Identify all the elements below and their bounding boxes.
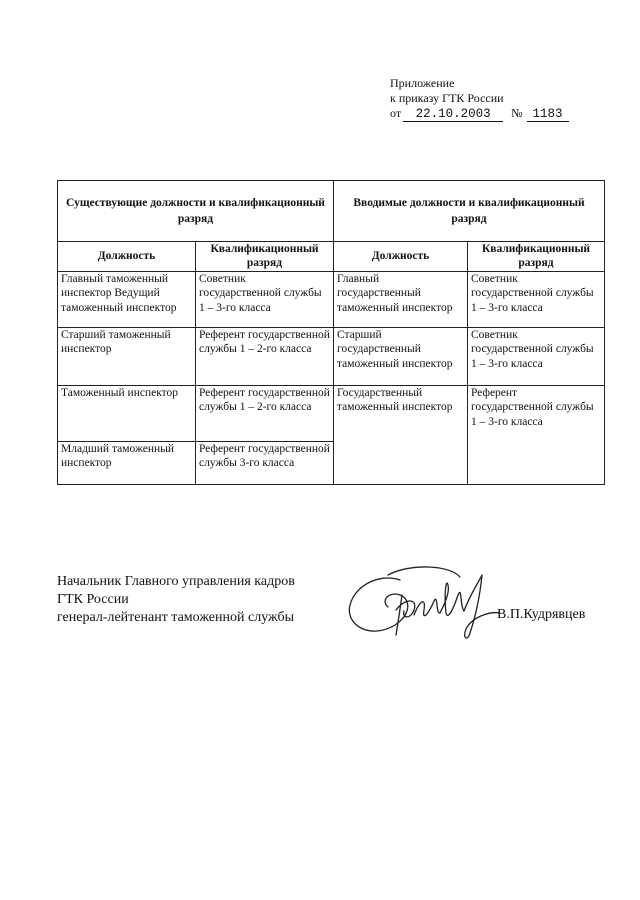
signature-stroke xyxy=(349,578,407,631)
order-number: 1183 xyxy=(527,108,569,122)
existing-rank-cell: Референт государственной службы 3-го класса xyxy=(196,441,334,484)
new-position-cell: Главный государственный таможенный инспектор xyxy=(334,271,468,327)
new-rank-cell: Советник государственной службы 1 – 3-го класса xyxy=(468,327,605,385)
order-date-line xyxy=(390,106,569,122)
signatory-position: Начальник Главного управления кадров xyxy=(57,574,295,589)
new-group-header: Вводимые должности и квалификационный разряд xyxy=(334,181,605,242)
signatory-rank: генерал-лейтенант таможенной службы xyxy=(57,610,295,625)
existing-position-cell: Главный таможенный инспектор Ведущий таможенный инспектор xyxy=(58,271,196,327)
new-position-cell: Старший государственный таможенный инспектор xyxy=(334,327,468,385)
positions-table xyxy=(57,180,605,485)
signature-stroke xyxy=(414,583,464,616)
existing-position-header: Должность xyxy=(58,242,196,272)
existing-rank-header: Квалификационный разряд xyxy=(196,242,334,272)
table-row xyxy=(58,327,605,385)
signature-stroke xyxy=(464,575,500,638)
existing-rank-cell: Референт государственной службы 1 – 2-го класса xyxy=(196,327,334,385)
existing-rank-cell: Советник государственной службы 1 – 3-го класса xyxy=(196,271,334,327)
signature-stroke xyxy=(388,567,460,577)
new-rank-header: Квалификационный разряд xyxy=(468,242,605,272)
appendix-title: Приложение xyxy=(390,76,455,90)
existing-position-cell: Таможенный инспектор xyxy=(58,385,196,441)
table-row xyxy=(58,385,605,441)
order-date: 22.10.2003 xyxy=(403,108,503,122)
appendix-header xyxy=(390,76,569,122)
number-label: № xyxy=(511,106,523,120)
appendix-order-ref: к приказу ГТК России xyxy=(390,91,504,105)
new-rank-cell: Референт государственной службы 1 – 3-го класса xyxy=(468,385,605,484)
existing-group-header: Существующие должности и квалификационный разряд xyxy=(58,181,334,242)
existing-rank-cell: Референт государственной службы 1 – 2-го класса xyxy=(196,385,334,441)
existing-position-cell: Младший таможенный инспектор xyxy=(58,441,196,484)
column-header-row xyxy=(58,242,605,272)
group-header-row xyxy=(58,181,605,242)
from-label: от xyxy=(390,106,402,120)
existing-position-cell: Старший таможенный инспектор xyxy=(58,327,196,385)
table-row xyxy=(58,271,605,327)
new-position-cell: Государственный таможенный инспектор xyxy=(334,385,468,484)
signatory-title xyxy=(57,573,295,627)
new-rank-cell: Советник государственной службы 1 – 3-го класса xyxy=(468,271,605,327)
signer-name: В.П.Кудрявцев xyxy=(497,607,586,622)
signatory-organization: ГТК России xyxy=(57,592,129,607)
new-position-header: Должность xyxy=(334,242,468,272)
handwritten-signature xyxy=(340,555,510,645)
